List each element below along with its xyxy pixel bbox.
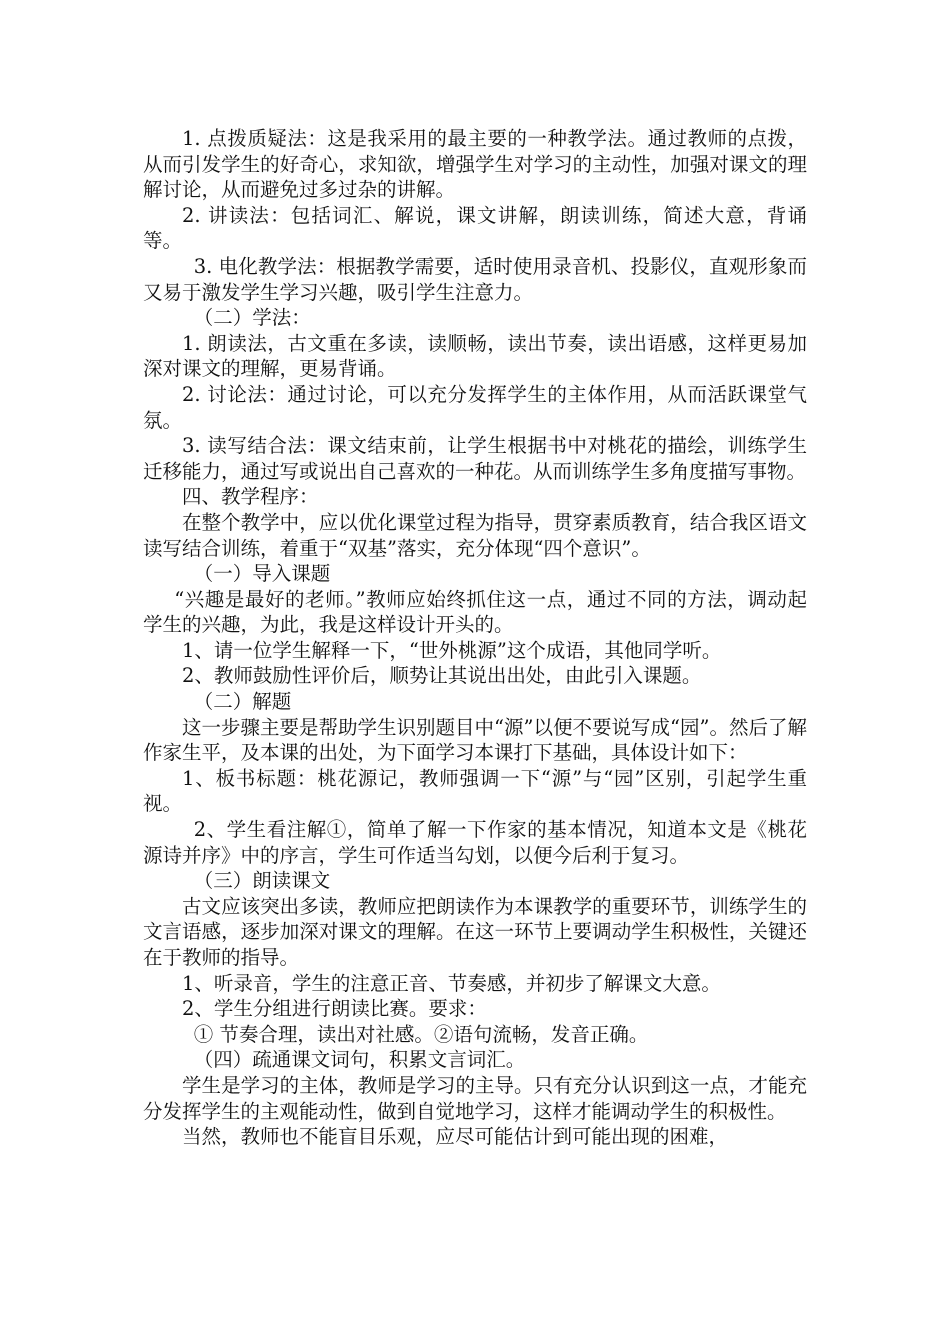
paragraph-vocabulary: 学生是学习的主体，教师是学习的主导。只有充分认识到这一点，才能充分发挥学生的主观能动性，做到自觉地学习，这样才能调动学生的积极性。 bbox=[143, 1073, 807, 1123]
paragraph-intro-step-2: 2、教师鼓励性评价后，顺势让其说出出处，由此引入课题。 bbox=[182, 664, 702, 688]
paragraph-procedure-intro: 在整个教学中，应以优化课堂过程为指导，贯穿素质教育，结合我区语文读写结合训练，着重于“双基”落实，充分体现“四个意识”。 bbox=[143, 510, 807, 560]
document-body bbox=[143, 126, 807, 1150]
paragraph-reading-step-2: 2、学生分组进行朗读比赛。要求： bbox=[182, 997, 487, 1021]
paragraph-method-2: 2. 讲读法：包括词汇、解说，课文讲解，朗读训练，简述大意，背诵等。 bbox=[143, 203, 807, 253]
heading-title-explain: （二）解题 bbox=[193, 690, 292, 714]
paragraph-method-1: 1. 点拨质疑法：这是我采用的最主要的一种教学法。通过教师的点拨，从而引发学生的好奇心，求知欲，增强学生对学习的主动性，加强对课文的理解讨论，从而避免过多过杂的讲解。 bbox=[143, 127, 807, 202]
paragraph-title-step-1: 1、板书标题：桃花源记，教师强调一下“源”与“园”区别，引起学生重视。 bbox=[143, 766, 807, 816]
paragraph-title-step-2: 2、学生看注解①，简单了解一下作家的基本情况，知道本文是《桃花源诗并序》中的序言，学生可作适当勾划，以便今后利于复习。 bbox=[143, 818, 807, 867]
paragraph-reading-requirements: ① 节奏合理，读出对社感。②语句流畅，发音正确。 bbox=[193, 1022, 649, 1046]
heading-teaching-procedure: 四、教学程序： bbox=[182, 485, 319, 509]
paragraph-study-2: 2. 讨论法：通过讨论，可以充分发挥学生的主体作用，从而活跃课堂气氛。 bbox=[143, 382, 807, 432]
paragraph-method-3: 3. 电化教学法：根据教学需要，适时使用录音机、投影仪，直观形象而又易于激发学生学习兴趣，吸引学生注意力。 bbox=[143, 254, 807, 304]
paragraph-study-1: 1. 朗读法，古文重在多读，读顺畅，读出节奏，读出语感，这样更易加深对课文的理解，更易背诵。 bbox=[143, 331, 807, 381]
paragraph-intro-step-1: 1、请一位学生解释一下，“世外桃源”这个成语，其他同学听。 bbox=[182, 638, 722, 662]
paragraph-study-3: 3. 读写结合法：课文结束前，让学生根据书中对桃花的描绘，训练学生迁移能力，通过写或说出自己喜欢的一种花。从而训练学生多角度描写事物。 bbox=[143, 434, 807, 483]
paragraph-interest: “兴趣是最好的老师。”教师应始终抓住这一点，通过不同的方法，调动起学生的兴趣，为此，我是这样设计开头的。 bbox=[143, 587, 807, 637]
heading-intro-topic: （一）导入课题 bbox=[193, 562, 331, 586]
paragraph-reading-step-1: 1、听录音，学生的注意正音、节奏感，并初步了解课文大意。 bbox=[182, 971, 721, 995]
paragraph-closing: 当然，教师也不能盲目乐观，应尽可能估计到可能出现的困难， bbox=[182, 1125, 729, 1149]
paragraph-reading: 古文应该突出多读，教师应把朗读作为本课教学的重要环节，训练学生的文言语感，逐步加深对课文的理解。在这一环节上要调动学生积极性，关键还在于教师的指导。 bbox=[143, 894, 807, 969]
heading-reading: （三）朗读课文 bbox=[193, 869, 331, 893]
heading-study-methods: （二）学法： bbox=[193, 306, 311, 330]
paragraph-title-explain: 这一步骤主要是帮助学生识别题目中“源”以便不要说写成“园”。然后了解作家生平，及本课的出处，为下面学习本课打下基础，具体设计如下： bbox=[143, 715, 807, 765]
heading-vocabulary: （四）疏通课文词句，积累文言词汇。 bbox=[193, 1048, 526, 1072]
